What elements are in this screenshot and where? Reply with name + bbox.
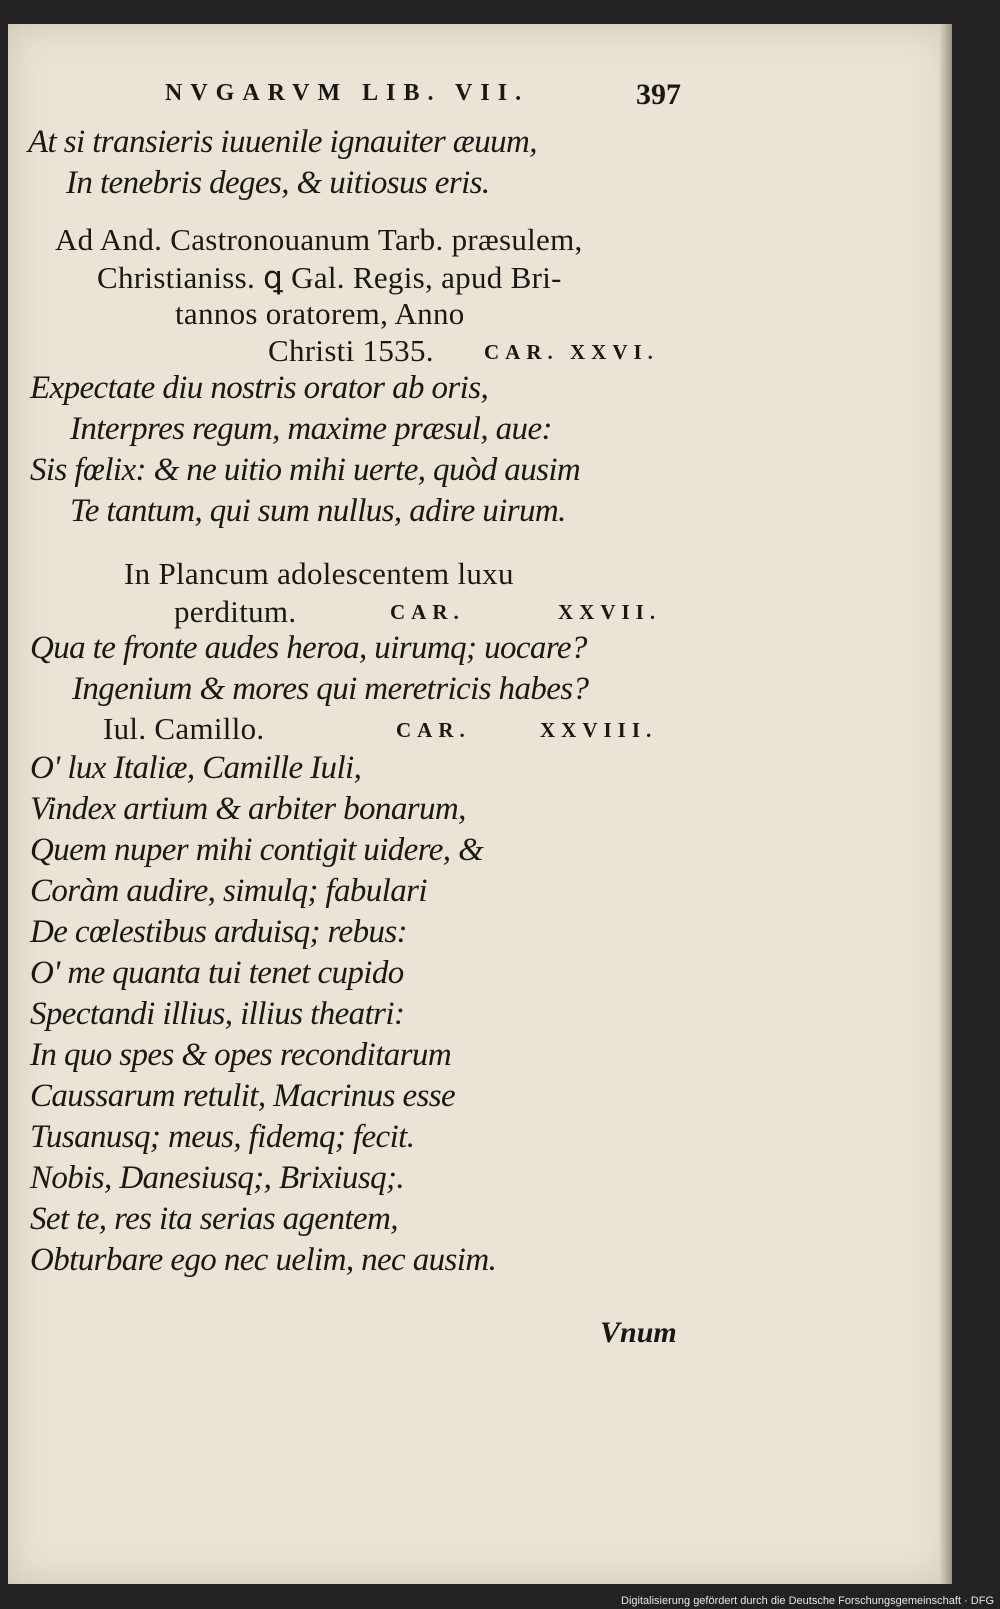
digitization-credit: Digitalisierung gefördert durch die Deutsche Forschungsgemeinschaft · DFG	[621, 1595, 994, 1607]
carmen-label: CAR.	[396, 718, 471, 742]
text-line: O' lux Italiæ, Camille Iuli,	[30, 750, 362, 786]
text-line: Coràm audire, simulq; fabulari	[30, 873, 427, 909]
text-line: Quem nuper mihi contigit uidere, &	[30, 832, 484, 868]
carmen-number: XXVII.	[558, 600, 662, 624]
page-edge	[940, 24, 952, 1584]
catchword: Vnum	[600, 1316, 677, 1349]
text-line: Vindex artium & arbiter bonarum,	[30, 791, 466, 827]
text-line: De cœlestibus arduisq; rebus:	[30, 914, 408, 950]
heading-line: Iul. Camillo.	[103, 711, 265, 746]
text-line: Sis fœlix: & ne uitio mihi uerte, quòd ausim	[30, 452, 581, 488]
text-line: Spectandi illius, illius theatri:	[30, 996, 405, 1032]
text-line: Interpres regum, maxime præsul, aue:	[70, 411, 552, 447]
text-line: Te tantum, qui sum nullus, adire uirum.	[70, 493, 566, 529]
heading-line: Christianiss. ꝗ Gal. Regis, apud Bri-	[97, 260, 562, 295]
carmen-number: CAR. XXVI.	[484, 340, 659, 364]
text-line: In tenebris deges, & uitiosus eris.	[66, 165, 490, 201]
text-line: At si transieris iuuenile ignauiter æuum,	[28, 124, 537, 160]
running-title: NVGARVM LIB. VII.	[165, 80, 530, 106]
carmen-number: XXVIII.	[540, 718, 658, 742]
heading-line: In Plancum adolescentem luxu	[124, 556, 514, 591]
text-line: Caussarum retulit, Macrinus esse	[30, 1078, 456, 1114]
text-line: Set te, res ita serias agentem,	[30, 1201, 398, 1237]
heading-line: tannos oratorem, Anno	[175, 296, 465, 331]
text-line: Obturbare ego nec uelim, nec ausim.	[30, 1242, 497, 1278]
text-line: In quo spes & opes reconditarum	[30, 1037, 452, 1073]
heading-line: Ad And. Castronouanum Tarb. præsulem,	[55, 222, 583, 257]
heading-line: perditum.	[174, 594, 297, 629]
text-line: Qua te fronte audes heroa, uirumq; uocare?	[30, 630, 587, 666]
folio-number: 397	[636, 78, 681, 111]
text-line: O' me quanta tui tenet cupido	[30, 955, 404, 991]
text-line: Tusanusq; meus, fidemq; fecit.	[30, 1119, 415, 1155]
text-line: Ingenium & mores qui meretricis habes?	[72, 671, 589, 707]
carmen-label: CAR.	[390, 600, 465, 624]
text-line: Expectate diu nostris orator ab oris,	[30, 370, 489, 406]
text-line: Nobis, Danesiusq;, Brixiusq;.	[30, 1160, 405, 1196]
heading-line: Christi 1535.	[268, 333, 434, 368]
